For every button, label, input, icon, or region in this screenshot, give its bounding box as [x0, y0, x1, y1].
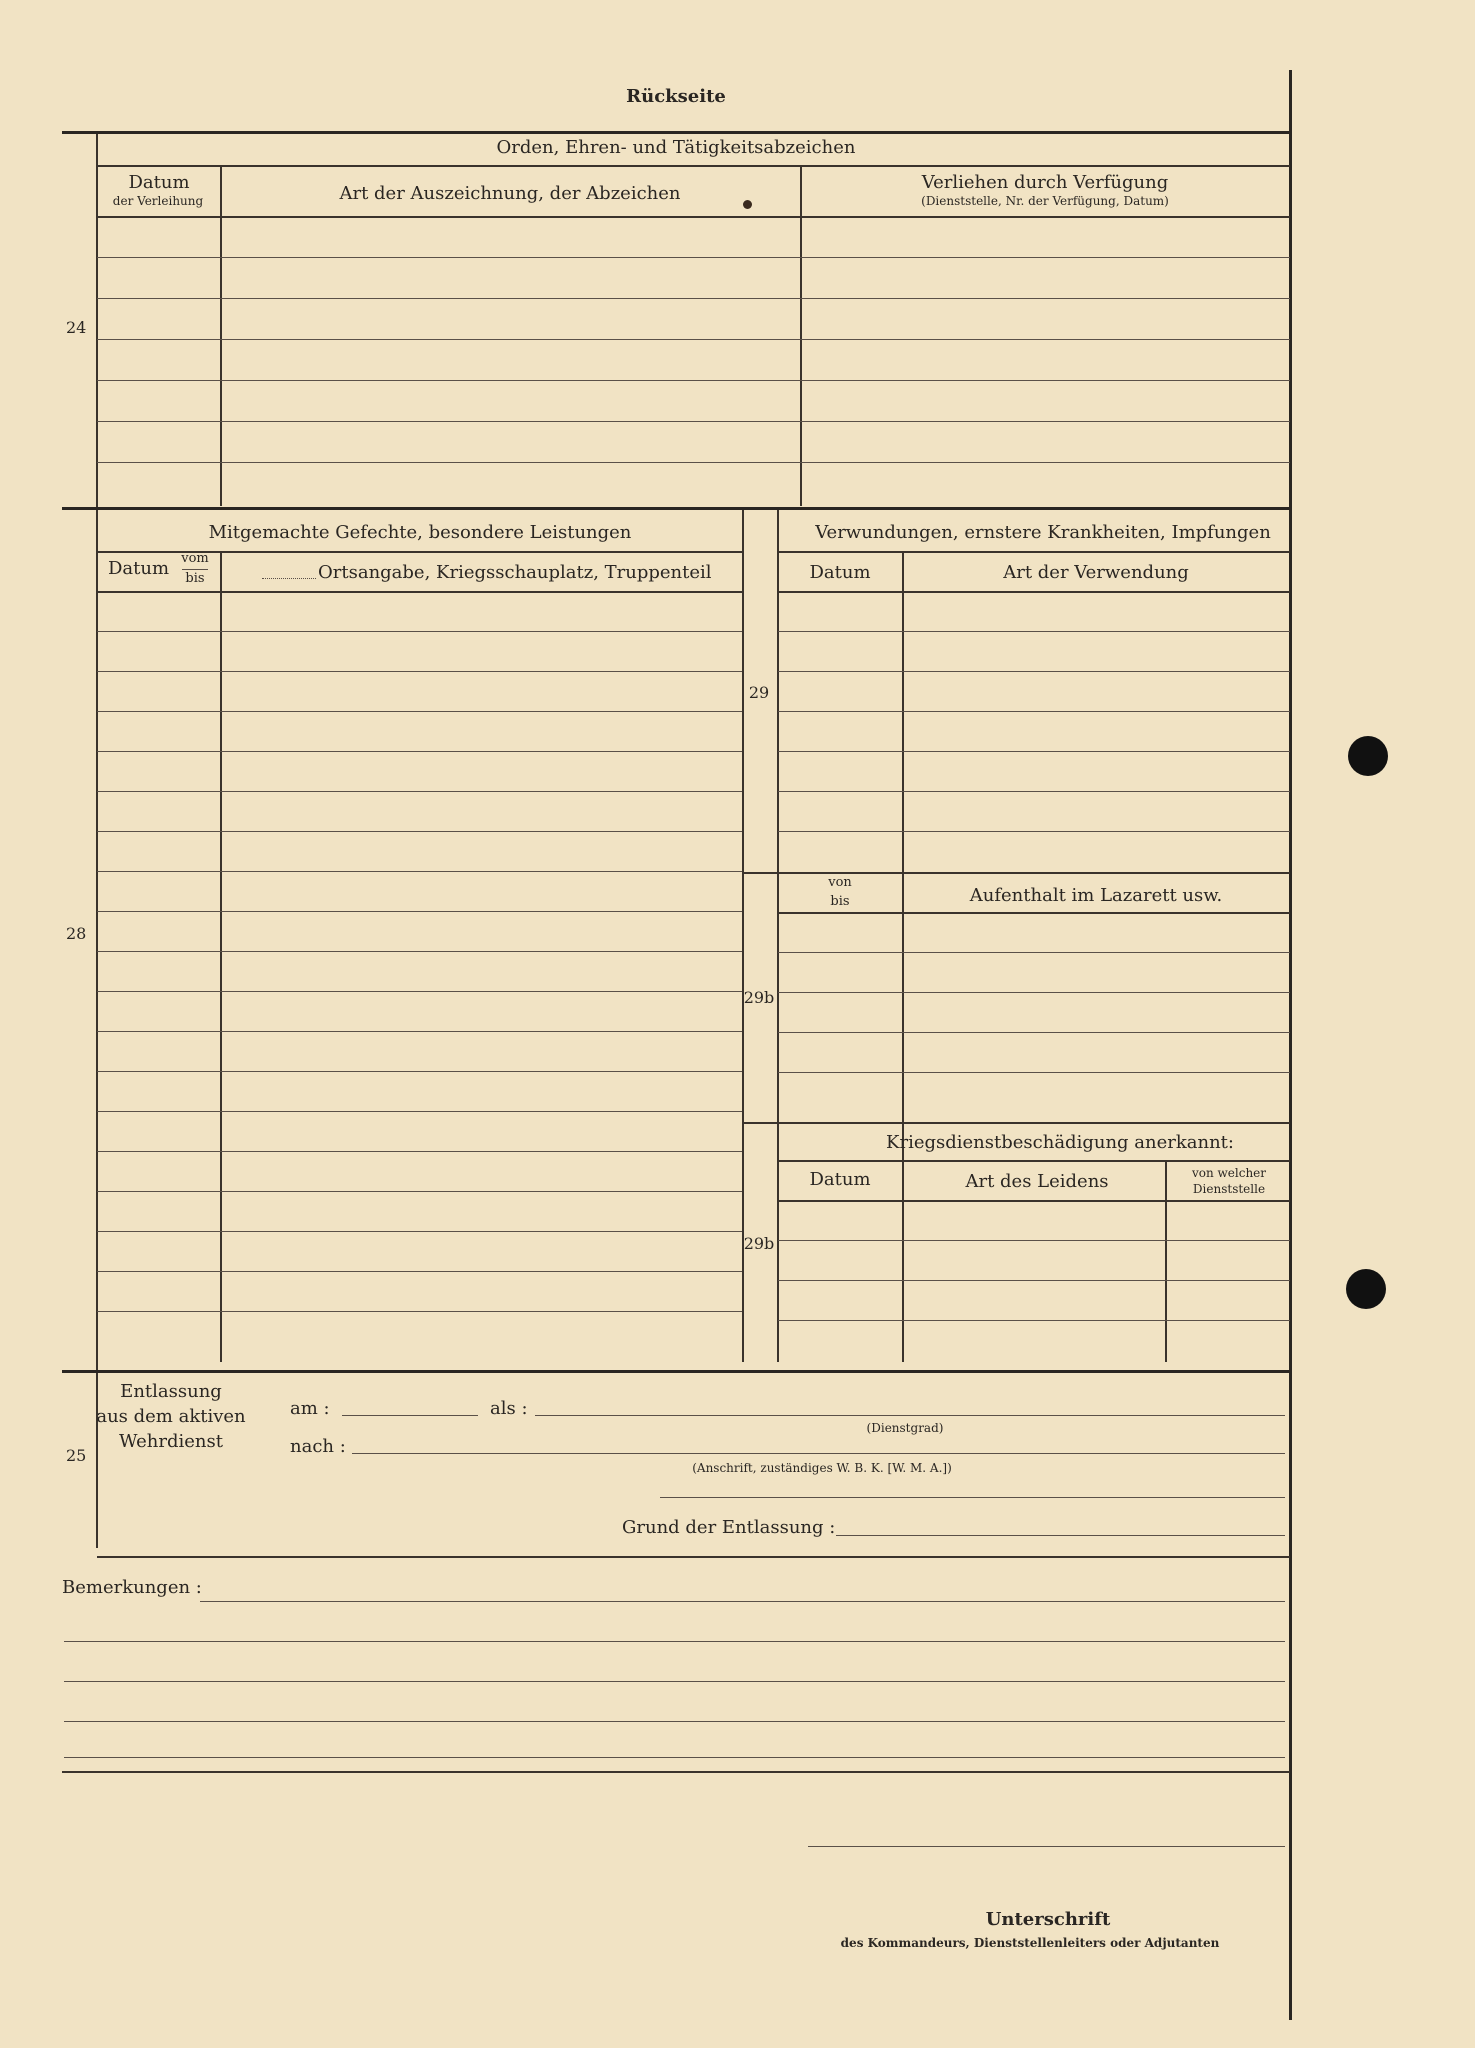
row-line-28[interactable]: [97, 1311, 742, 1312]
signature-line[interactable]: [808, 1846, 1285, 1847]
bemerkungen-line[interactable]: [64, 1757, 1285, 1758]
section24-header: Orden, Ehren- und Tätigkeitsabzeichen: [496, 137, 856, 158]
rule-top-25: [62, 1370, 1290, 1373]
bemerkungen-line[interactable]: [64, 1641, 1285, 1642]
section28-col-ort: Ortsangabe, Kriegsschauplatz, Truppenteil: [318, 562, 712, 583]
section28-col-datum: Datum: [108, 558, 170, 579]
row-line-28[interactable]: [97, 1231, 742, 1232]
section25-nach-label: nach :: [290, 1436, 346, 1457]
section24-number: 24: [66, 318, 87, 337]
row-line-28[interactable]: [97, 1191, 742, 1192]
section24-col-datum-sub: der Verleihung: [112, 194, 204, 208]
row-line-29[interactable]: [778, 831, 1290, 832]
row-line-28[interactable]: [97, 911, 742, 912]
row-line-29b[interactable]: [778, 1032, 1290, 1033]
divider-28-29-right: [777, 510, 779, 1362]
row-line-28[interactable]: [97, 1111, 742, 1112]
bemerkungen-line[interactable]: [64, 1721, 1285, 1722]
rule-29b-lazarett-colheads: [778, 912, 1290, 914]
rule-bottom-25: [97, 1556, 1290, 1558]
page-title: Rückseite: [626, 86, 726, 107]
bemerkungen-line[interactable]: [200, 1601, 1285, 1602]
row-line-29[interactable]: [778, 711, 1290, 712]
col-divider-kdb: [1165, 1161, 1167, 1362]
section29b-col-von: von: [828, 875, 852, 890]
section29-col-art: Art der Verwendung: [1003, 562, 1189, 583]
section24-col-art: Art der Auszeichnung, der Abzeichen: [339, 183, 681, 204]
section25-label-2: aus dem aktiven: [96, 1406, 246, 1427]
ink-spot: [743, 200, 752, 209]
row-line-kdb[interactable]: [778, 1280, 1290, 1281]
punch-hole: [1346, 1269, 1386, 1309]
signature-title: Unterschrift: [985, 1909, 1111, 1930]
row-line-24[interactable]: [97, 462, 1290, 463]
section25-number: 25: [66, 1446, 87, 1465]
section29b-kdb-number: 29b: [743, 1234, 775, 1253]
row-line-28[interactable]: [97, 1271, 742, 1272]
section29b-col-aufenthalt: Aufenthalt im Lazarett usw.: [969, 885, 1223, 906]
section29b-kdb-col-dienststelle-2: Dienststelle: [1192, 1182, 1266, 1196]
row-line-28[interactable]: [97, 751, 742, 752]
bemerkungen-label: Bemerkungen :: [62, 1577, 202, 1598]
section29b-kdb-col-datum: Datum: [809, 1169, 871, 1190]
rule-29b-lazarett-top: [742, 872, 1290, 874]
section25-label-1: Entlassung: [120, 1381, 222, 1402]
punch-hole: [1348, 736, 1388, 776]
rule-top-28: [62, 507, 1290, 510]
section28-header: Mitgemachte Gefechte, besondere Leistungen: [208, 522, 632, 543]
rule-bottom-bemerkungen: [62, 1771, 1290, 1773]
row-line-29[interactable]: [778, 791, 1290, 792]
section25-am-label: am :: [290, 1398, 330, 1419]
left-inner-border-25: [96, 1370, 98, 1548]
section29-header: Verwundungen, ernstere Krankheiten, Impfungen: [815, 522, 1271, 543]
section29-number: 29: [748, 683, 770, 702]
col-divider-28: [220, 552, 222, 1362]
row-line-24[interactable]: [97, 380, 1290, 381]
section25-label-3: Wehrdienst: [119, 1431, 223, 1452]
rule-29b-kdb-top: [742, 1122, 1290, 1124]
section28-col-bis: bis: [185, 571, 205, 586]
section29-col-datum: Datum: [809, 562, 871, 583]
row-line-28[interactable]: [97, 671, 742, 672]
section29b-kdb-col-dienststelle-1: von welcher: [1191, 1166, 1267, 1180]
row-line-29[interactable]: [778, 671, 1290, 672]
section24-col-verliehen: Verliehen durch Verfügung: [921, 172, 1169, 193]
section29b-col-bis: bis: [830, 894, 850, 909]
section28-number: 28: [66, 924, 87, 943]
section24-col-verliehen-sub: (Dienststelle, Nr. der Verfügung, Datum): [921, 194, 1169, 208]
row-line-28[interactable]: [97, 831, 742, 832]
rule-29b-kdb-header: [778, 1160, 1290, 1162]
section25-grund-label: Grund der Entlassung :: [622, 1517, 836, 1538]
row-line-24[interactable]: [97, 421, 1290, 422]
row-line-29[interactable]: [778, 631, 1290, 632]
row-line-29b[interactable]: [778, 1072, 1290, 1073]
row-line-28[interactable]: [97, 951, 742, 952]
rule-29-header: [778, 551, 1290, 553]
row-line-29[interactable]: [778, 751, 1290, 752]
section24-col-datum: Datum: [128, 172, 190, 193]
row-line-24[interactable]: [97, 257, 1290, 258]
section25-nach-field[interactable]: [352, 1453, 1285, 1454]
row-line-28[interactable]: [97, 791, 742, 792]
row-line-29b[interactable]: [778, 992, 1290, 993]
section29b-kdb-header: Kriegsdienstbeschädigung anerkannt:: [886, 1132, 1234, 1153]
section25-grund-field[interactable]: [836, 1535, 1285, 1536]
row-line-28[interactable]: [97, 1071, 742, 1072]
section25-anschrift-note: (Anschrift, zuständiges W. B. K. [W. M. A.]): [692, 1461, 952, 1475]
row-line-24[interactable]: [97, 339, 1290, 340]
row-line-28[interactable]: [97, 991, 742, 992]
rule-top-24: [62, 131, 1290, 134]
rule-29b-kdb-colheads: [778, 1200, 1290, 1202]
row-line-28[interactable]: [97, 871, 742, 872]
row-line-24[interactable]: [97, 298, 1290, 299]
section25-als-field[interactable]: [535, 1415, 1285, 1416]
section25-als-label: als :: [490, 1398, 528, 1419]
rule-24-colheads: [97, 216, 1290, 218]
row-line-28[interactable]: [97, 1151, 742, 1152]
ort-dotted-leader: [262, 578, 316, 579]
vom-bis-rule: [182, 569, 208, 570]
rule-29-colheads: [778, 591, 1290, 593]
row-line-kdb[interactable]: [778, 1240, 1290, 1241]
right-border: [1289, 70, 1292, 2020]
section28-col-vom: vom: [181, 551, 209, 566]
row-line-29b[interactable]: [778, 952, 1290, 953]
row-line-28[interactable]: [97, 1031, 742, 1032]
section29b-lazarett-number: 29b: [743, 988, 775, 1007]
section25-anschrift-field[interactable]: [660, 1497, 1285, 1498]
rule-24-header: [97, 165, 1290, 167]
row-line-kdb[interactable]: [778, 1320, 1290, 1321]
section25-dienstgrad-note: (Dienstgrad): [866, 1421, 944, 1435]
row-line-28[interactable]: [97, 711, 742, 712]
left-inner-border-24-28: [96, 132, 98, 1548]
row-line-28[interactable]: [97, 631, 742, 632]
rule-28-colheads: [97, 591, 742, 593]
section25-am-field[interactable]: [342, 1415, 478, 1416]
bemerkungen-line[interactable]: [64, 1681, 1285, 1682]
section29b-kdb-col-art: Art des Leidens: [965, 1171, 1109, 1192]
signature-subtitle: des Kommandeurs, Dienststellenleiters oder Adjutanten: [840, 1936, 1220, 1950]
